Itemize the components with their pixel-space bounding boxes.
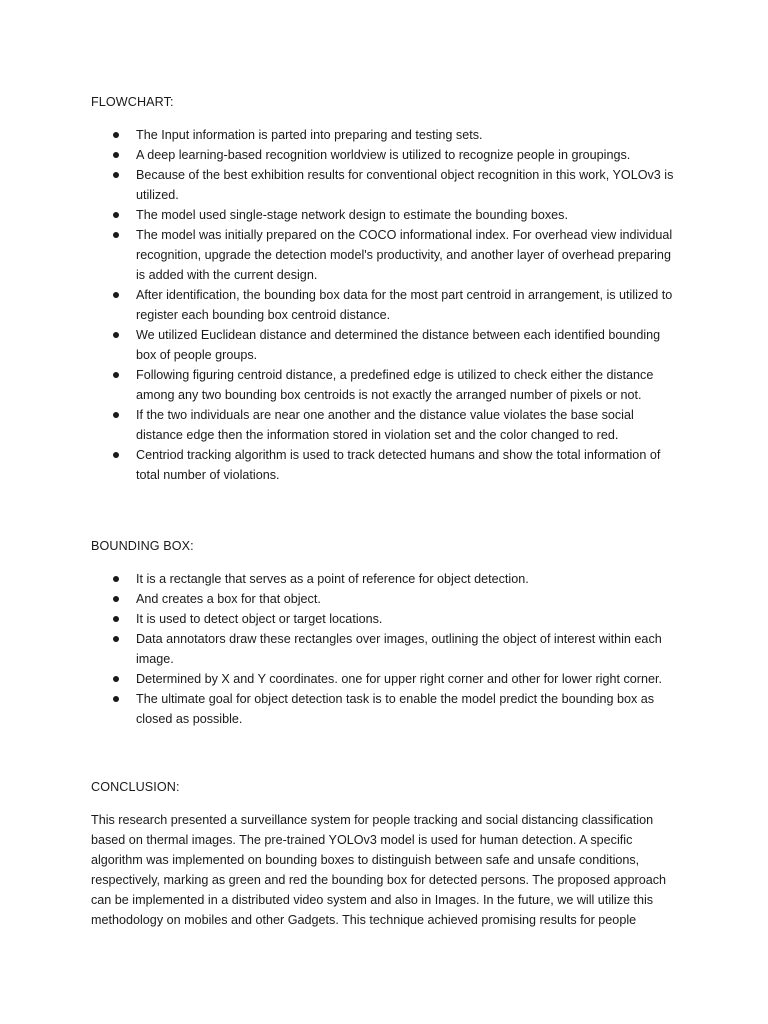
list-item: The model was initially prepared on the COCO informational index. For overhead view individual recognition, upgrade the detection model's productivity, and another layer of overhead preparing is added with the current design. xyxy=(91,225,681,285)
bounding-box-heading: BOUNDING BOX: xyxy=(91,539,194,553)
list-item: Following figuring centroid distance, a predefined edge is utilized to check either the distance among any two bounding box centroids is not exactly the arranged number of pixels or not. xyxy=(91,365,681,405)
list-item: The ultimate goal for object detection task is to enable the model predict the bounding box as closed as possible. xyxy=(91,689,681,729)
list-item: The Input information is parted into preparing and testing sets. xyxy=(91,125,681,145)
bullet-icon xyxy=(113,152,119,158)
list-item: If the two individuals are near one another and the distance value violates the base social distance edge then the information stored in violation set and the color changed to red. xyxy=(91,405,681,445)
list-item: The model used single-stage network design to estimate the bounding boxes. xyxy=(91,205,681,225)
bounding-box-list xyxy=(91,569,681,729)
bullet-icon xyxy=(113,132,119,138)
list-item: A deep learning-based recognition worldview is utilized to recognize people in groupings. xyxy=(91,145,681,165)
bullet-icon xyxy=(113,636,119,642)
list-item: Centriod tracking algorithm is used to track detected humans and show the total information of total number of violations. xyxy=(91,445,681,485)
bullet-icon xyxy=(113,292,119,298)
flowchart-list xyxy=(91,125,681,485)
bullet-icon xyxy=(113,452,119,458)
conclusion-heading: CONCLUSION: xyxy=(91,780,180,794)
bullet-icon xyxy=(113,412,119,418)
list-item: After identification, the bounding box data for the most part centroid in arrangement, is utilized to register each bounding box centroid distance. xyxy=(91,285,681,325)
bullet-icon xyxy=(113,372,119,378)
bullet-icon xyxy=(113,576,119,582)
list-item: It is used to detect object or target locations. xyxy=(91,609,681,629)
list-item: It is a rectangle that serves as a point of reference for object detection. xyxy=(91,569,681,589)
flowchart-heading: FLOWCHART: xyxy=(91,95,174,109)
list-item: Because of the best exhibition results for conventional object recognition in this work, YOLOv3 is utilized. xyxy=(91,165,681,205)
bullet-icon xyxy=(113,596,119,602)
bullet-icon xyxy=(113,696,119,702)
bullet-icon xyxy=(113,212,119,218)
list-item: Data annotators draw these rectangles over images, outlining the object of interest within each image. xyxy=(91,629,681,669)
conclusion-paragraph: This research presented a surveillance system for people tracking and social distancing classification based on thermal images. The pre-trained YOLOv3 model is used for human detection. A specific algorithm was implemented on bounding boxes to distinguish between safe and unsafe conditions, respectively, marking as green and red the bounding box for detected persons. The proposed approach can be implemented in a distributed video system and also in Images. In the future, we will utilize this methodology on mobiles and other Gadgets. This technique achieved promising results for people xyxy=(91,813,667,927)
bullet-icon xyxy=(113,172,119,178)
list-item: And creates a box for that object. xyxy=(91,589,681,609)
list-item: Determined by X and Y coordinates. one for upper right corner and other for lower right corner. xyxy=(91,669,681,689)
bullet-icon xyxy=(113,616,119,622)
bullet-icon xyxy=(113,232,119,238)
bullet-icon xyxy=(113,676,119,682)
list-item: We utilized Euclidean distance and determined the distance between each identified bounding box of people groups. xyxy=(91,325,681,365)
bullet-icon xyxy=(113,332,119,338)
